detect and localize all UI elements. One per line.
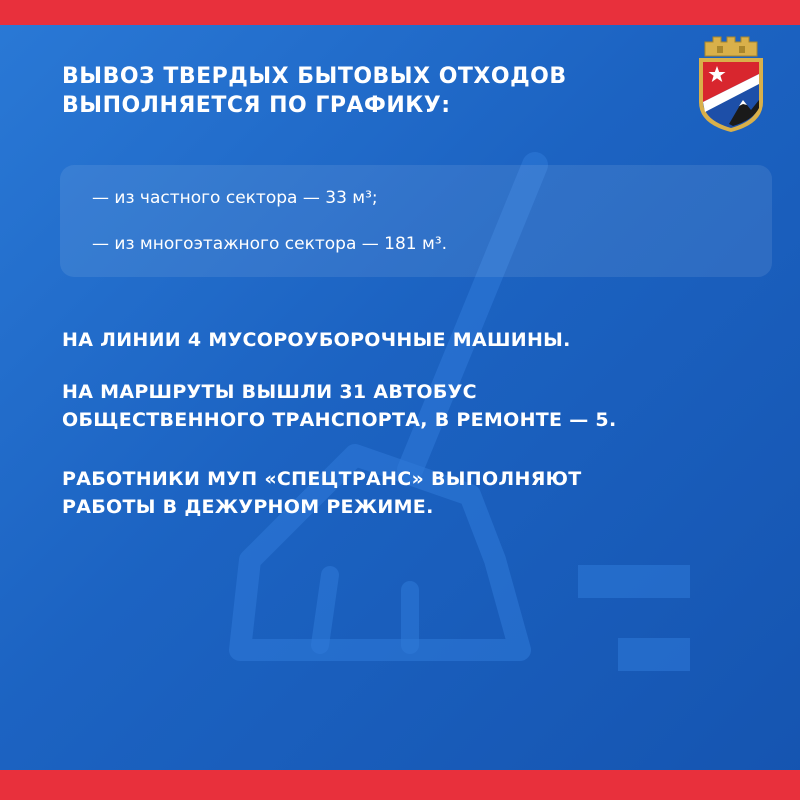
workers-line-1: РАБОТНИКИ МУП «СПЕЦТРАНС» ВЫПОЛНЯЮТ — [62, 468, 582, 490]
buses-line-2: ОБЩЕСТВЕННОГО ТРАНСПОРТА, В РЕМОНТЕ — 5. — [62, 409, 617, 431]
garbage-trucks-line: НА ЛИНИИ 4 МУСОРОУБОРОЧНЫЕ МАШИНЫ. — [62, 329, 571, 351]
headline — [62, 62, 662, 120]
headline-line-2: ВЫПОЛНЯЕТСЯ ПО ГРАФИКУ: — [62, 93, 451, 118]
buses-statement — [62, 378, 762, 434]
bottom-red-stripe — [0, 770, 800, 800]
schedule-panel — [60, 165, 772, 277]
garbage-trucks-statement — [62, 326, 762, 354]
private-sector-volume: — из частного сектора — 33 м³; — [92, 188, 378, 208]
city-coat-of-arms-icon — [693, 34, 769, 134]
buses-line-1: НА МАРШРУТЫ ВЫШЛИ 31 АВТОБУС — [62, 381, 477, 403]
workers-line-2: РАБОТЫ В ДЕЖУРНОМ РЕЖИМЕ. — [62, 496, 434, 518]
workers-statement — [62, 465, 762, 521]
multistorey-sector-volume: — из многоэтажного сектора — 181 м³. — [92, 234, 448, 254]
headline-line-1: ВЫВОЗ ТВЕРДЫХ БЫТОВЫХ ОТХОДОВ — [62, 64, 567, 89]
